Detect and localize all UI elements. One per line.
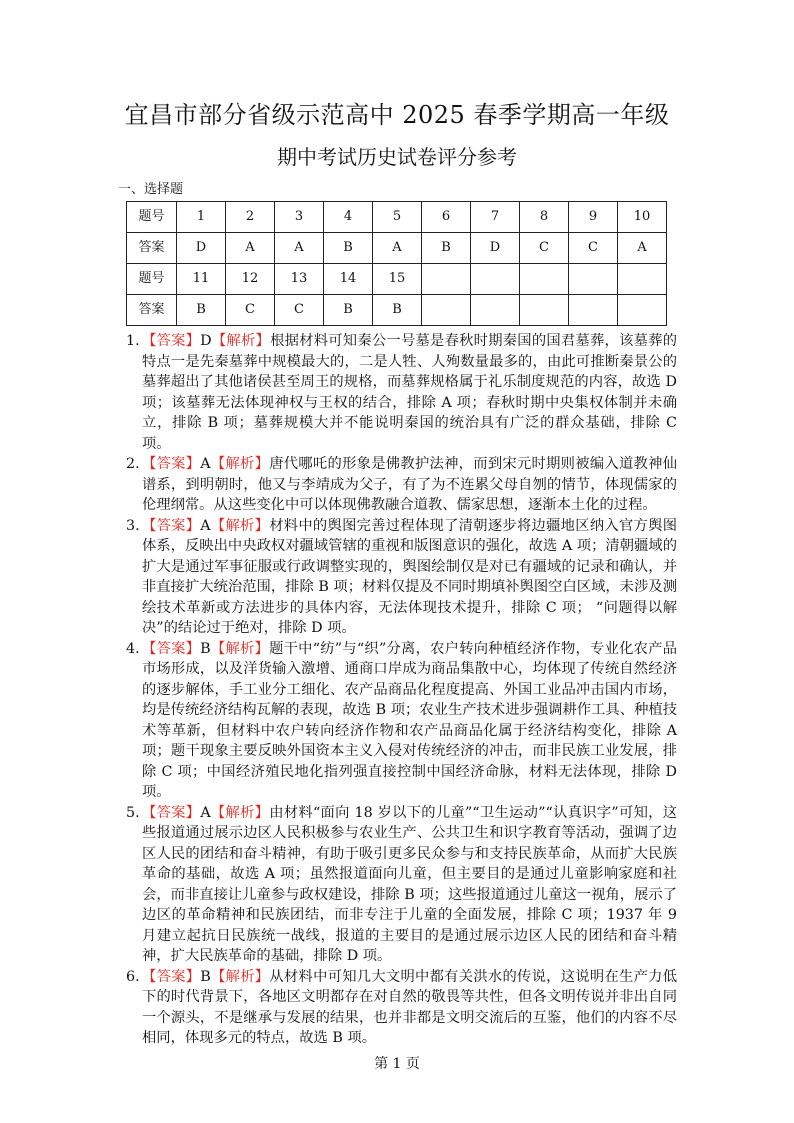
table-cell: A: [275, 233, 324, 264]
table-cell: [422, 264, 471, 295]
row-header-cell: 答案: [127, 233, 177, 264]
table-cell: [520, 295, 569, 326]
answer-value: B: [200, 640, 211, 657]
table-cell: 1: [177, 202, 226, 233]
table-cell: 6: [422, 202, 471, 233]
table-cell: 4: [324, 202, 373, 233]
table-cell: [520, 264, 569, 295]
answer-value: A: [200, 456, 211, 472]
analysis-label: 【解析】: [210, 456, 270, 472]
analysis-item: [126, 454, 677, 516]
item-number: 3.: [126, 517, 140, 534]
table-row: [127, 233, 667, 264]
analysis-text: 由材料“面向 18 岁以下的儿童”“卫生运动”“认真识字”可知，这些报道通过展示边区人民积极参与农业生产、公共卫生和识字教育等活动，强调了边区人民的团结和奋斗精神，有助于吸引更多民众参与和支持民族革命，从而扩大民族革命的基础，故选 A 项；虽然报道面向儿童，但主要目的是通过儿童影响家庭和社会，而非直接让儿童参与政权建设，排除 B 项；这些报道通过儿童这一视角，展示了边区的革命精神和民族团结，而非专注于儿童的全面发展，排除 C 项；1937 年 9 月建立起抗日民族统一战线，报道的主要目的是通过展示边区人民的团结和奋斗精神，扩大民族革命的基础，排除 D 项。: [142, 804, 678, 964]
document-title: 宜昌市部分省级示范高中 2025 春季学期高一年级: [124, 101, 670, 129]
item-body: [142, 639, 677, 803]
table-cell: 11: [177, 264, 226, 295]
table-cell: 3: [275, 202, 324, 233]
analysis-text: 唐代哪吒的形象是佛教护法神，而到宋元时期则被编入道教神仙谱系，到明朝时，他又与李靖成为父子，有了为不连累父母自刎的情节，体现儒家的伦理纲常。从这些变化中可以体现佛教融合道教、儒家思想，逐渐本土化的过程。: [142, 456, 678, 513]
table-row: [127, 264, 667, 295]
analysis-item: [126, 331, 677, 454]
table-cell: C: [226, 295, 275, 326]
table-cell: [569, 264, 618, 295]
document-subtitle: 期中考试历史试卷评分参考: [277, 145, 517, 169]
row-header-cell: 答案: [127, 295, 177, 326]
answer-value: B: [200, 968, 211, 985]
table-cell: B: [373, 295, 422, 326]
answer-label: 【答案】: [142, 456, 201, 472]
table-cell: B: [177, 295, 226, 326]
analysis-label: 【解析】: [210, 640, 270, 657]
table-cell: B: [324, 233, 373, 264]
table-cell: 9: [569, 202, 618, 233]
item-number: 6.: [126, 968, 140, 985]
answer-value: A: [200, 517, 211, 534]
item-number: 4.: [126, 640, 140, 657]
analysis-text: 根据材料可知秦公一号墓是春秋时期秦国的国君墓葬，该墓葬的特点一是先秦墓葬中规模最大的，二是人牲、人殉数量最多的，由此可推断秦景公的墓葬超出了其他诸侯甚至周王的规格，而墓葬规格属于礼乐制度规范的内容，故选 D 项；该墓葬无法体现神权与王权的结合，排除 A 项；春秋时期中央集权体制并未确立，排除 B 项；墓葬规模大并不能说明秦国的统治具有广泛的群众基础，排除 C 项。: [142, 333, 678, 452]
table-cell: B: [324, 295, 373, 326]
table-cell: 12: [226, 264, 275, 295]
table-cell: A: [373, 233, 422, 264]
analysis-item: [126, 516, 677, 639]
item-body: [142, 516, 677, 639]
item-body: [142, 967, 677, 1049]
table-row: [127, 295, 667, 326]
answer-label: 【答案】: [142, 640, 201, 657]
answer-label: 【答案】: [142, 517, 201, 534]
analysis-text: 材料中的舆图完善过程体现了清朝逐步将边疆地区纳入官方舆图体系，反映出中央政权对疆域管辖的重视和版图意识的强化，故选 A 项；清朝疆域的扩大是通过军事征服或行政调整实现的，舆图绘制仅是对已有疆域的记录和确认，并非直接扩大统治范围，排除 B 项；材料仅提及不同时期填补舆图空白区域，未涉及测绘技术革新或方法进步的具体内容，无法体现技术提升，排除 C 项； “问题得以解决”的结论过于绝对，排除 D 项。: [142, 517, 678, 636]
table-cell: A: [618, 233, 667, 264]
analysis-label: 【解析】: [210, 517, 270, 534]
table-cell: 10: [618, 202, 667, 233]
table-cell: C: [569, 233, 618, 264]
analysis-label: 【解析】: [210, 968, 270, 985]
analysis-text: 题干中“纺”与“织”分离，农户转向种植经济作物，专业化农产品市场形成，以及洋货输入激增、通商口岸成为商品集散中心，均体现了传统自然经济的逐步解体，手工业分工细化、农产品商品化程度提高、外国工业品冲击国内市场，均是传统经济结构瓦解的表现，故选 B 项；农业生产技术进步强调耕作工具、种植技术等革新，但材料中农户转向经济作物和农产品商品化属于经济结构变化，排除 A 项；题干现象主要反映外国资本主义入侵对传统经济的冲击，而非民族工业发展，排除 C 项；中国经济殖民地化指列强直接控制中国经济命脉，材料无法体现，排除 D 项。: [142, 640, 678, 800]
analysis-label: 【解析】: [210, 804, 270, 821]
table-cell: 5: [373, 202, 422, 233]
analysis-text: 从材料中可知几大文明中都有关洪水的传说，这说明在生产力低下的时代背景下，各地区文明都存在对自然的敬畏等共性，但各文明传说并非出自同一个源头，不是继承与发展的结果，也并非都是文明交流后的互鉴，他们的内容不尽相同，体现多元的特点，故选 B 项。: [142, 968, 678, 1046]
table-cell: D: [177, 233, 226, 264]
section-heading: 一、选择题: [118, 182, 184, 197]
row-header-cell: 题号: [127, 202, 177, 233]
table-cell: C: [275, 295, 324, 326]
table-cell: 13: [275, 264, 324, 295]
table-cell: [618, 295, 667, 326]
analysis-item: [126, 803, 677, 967]
item-body: [142, 331, 677, 454]
answer-value: A: [200, 804, 211, 821]
table-cell: 8: [520, 202, 569, 233]
analysis-item: [126, 639, 677, 803]
table-cell: [569, 295, 618, 326]
item-number: 2.: [126, 456, 140, 472]
table-cell: 2: [226, 202, 275, 233]
answer-table: [126, 201, 667, 326]
item-number: 1.: [126, 333, 140, 349]
table-cell: A: [226, 233, 275, 264]
table-cell: B: [422, 233, 471, 264]
table-cell: C: [520, 233, 569, 264]
table-cell: 15: [373, 264, 422, 295]
analysis-label: 【解析】: [211, 333, 271, 349]
table-cell: [471, 295, 520, 326]
analysis-item: [126, 967, 677, 1049]
row-header-cell: 题号: [127, 264, 177, 295]
table-cell: 7: [471, 202, 520, 233]
item-body: [142, 803, 677, 967]
answer-label: 【答案】: [142, 804, 201, 821]
answer-label: 【答案】: [142, 333, 201, 349]
table-cell: [618, 264, 667, 295]
table-cell: [471, 264, 520, 295]
table-row: [127, 202, 667, 233]
table-cell: [422, 295, 471, 326]
page-number: 第 1 页: [374, 1056, 420, 1072]
answer-label: 【答案】: [142, 968, 201, 985]
item-number: 5.: [126, 804, 140, 821]
table-cell: 14: [324, 264, 373, 295]
analysis-list: [126, 331, 677, 1049]
item-body: [142, 454, 677, 516]
answer-value: D: [200, 333, 212, 349]
table-cell: D: [471, 233, 520, 264]
